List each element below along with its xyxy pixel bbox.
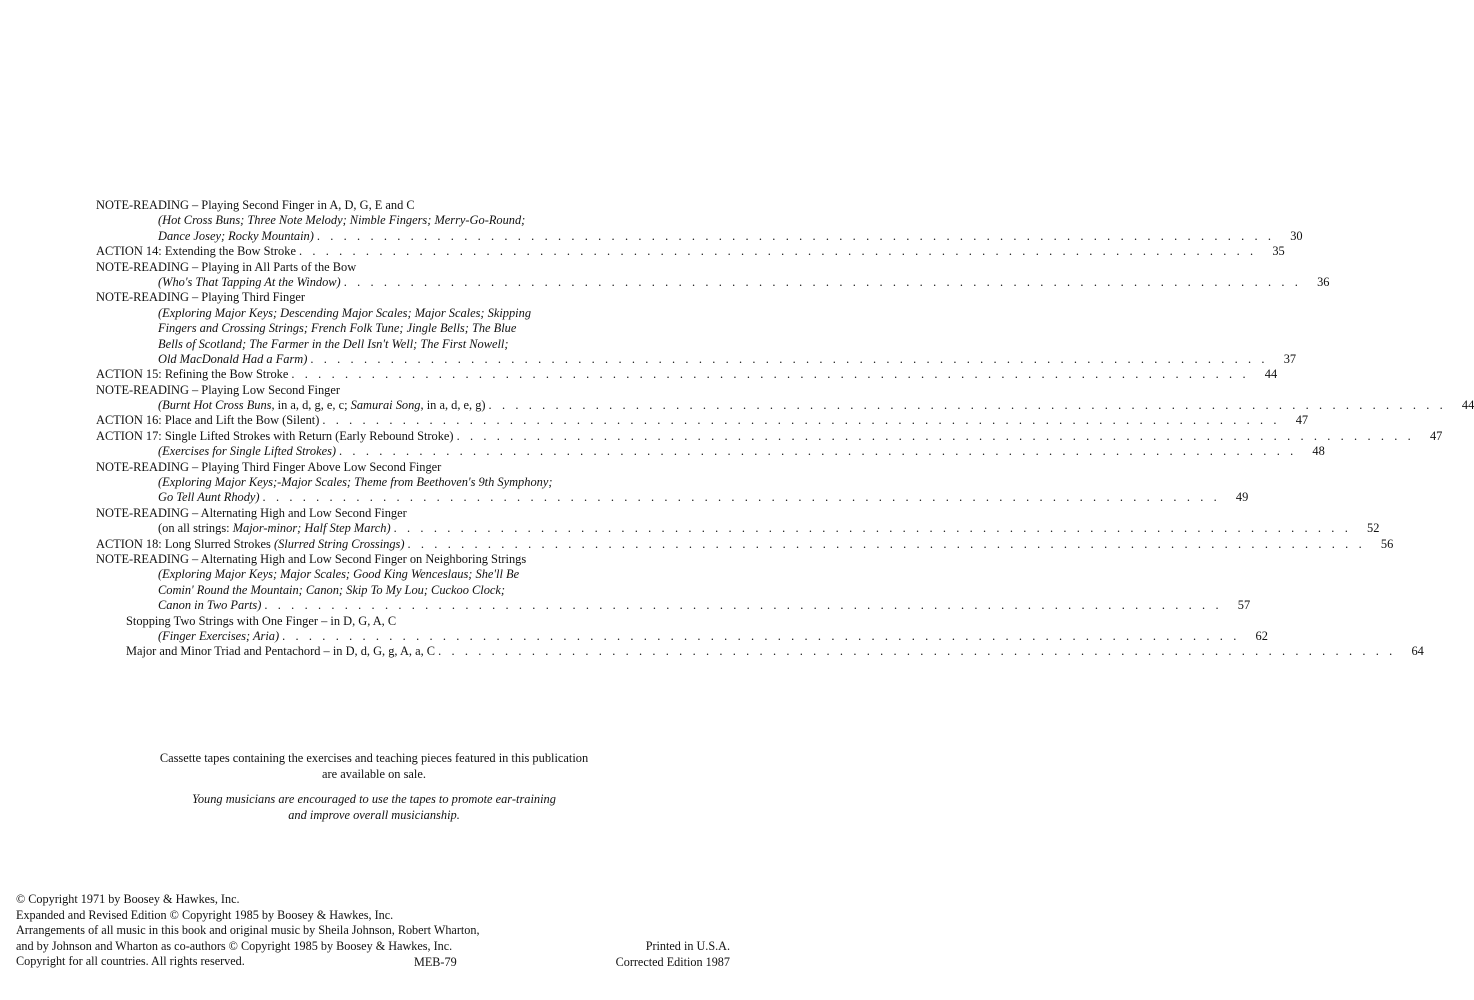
page-number: 30	[1290, 228, 1303, 243]
toc-entry	[96, 367, 1278, 382]
page-number: 56	[1380, 536, 1394, 551]
toc-entry	[96, 475, 658, 490]
toc-entry-text: Canon in Two Parts)	[158, 598, 262, 613]
copyright-line: Arrangements of all music in this book and original music by Sheila Johnson, Robert Wharton,	[16, 923, 480, 938]
toc-entry	[96, 536, 1394, 552]
ear-training-notice-line: and improve overall musicianship.	[288, 808, 460, 822]
toc-entry-text: NOTE-READING – Playing Third Finger	[96, 290, 306, 305]
toc-entry	[96, 351, 1297, 367]
toc-entry-text: (Exploring Major Keys; Major Scales; Good King Wenceslaus; She'll Be	[158, 567, 520, 582]
toc-entry-text-part: (Slurred String Crossings)	[273, 536, 405, 551]
toc-entry-text: NOTE-READING – Alternating High and Low Second Finger	[96, 505, 407, 520]
toc-entry	[96, 490, 1249, 505]
toc-entry-text: (Hot Cross Buns; Three Note Melody; Nimble Fingers; Merry-Go-Round;	[158, 213, 526, 228]
toc-entry-text: (Finger Exercises; Aria)	[158, 628, 280, 643]
toc-entry	[96, 521, 1380, 536]
page-number: 44	[1264, 367, 1278, 382]
printing-info	[616, 939, 730, 970]
toc-entry-text: Stopping Two Strings with One Finger – in D, G, A, C	[126, 613, 397, 628]
toc-entry	[96, 583, 658, 598]
page-number: 49	[1235, 490, 1249, 505]
page-number: 36	[1317, 274, 1330, 289]
toc-entry-text: NOTE-READING – Playing Second Finger in A, D, G, E and C	[96, 198, 415, 212]
toc-entry-text: (Exercises for Single Lifted Strokes)	[158, 444, 337, 459]
page-number: 48	[1312, 444, 1325, 459]
dot-leader: . . . . . . . . . . . . . . . . . . . . . . . . . . . . . . . . . . . . . . . . . . . . . . . . . . . . . . . . . . . . . . . . . . . . . . . .	[310, 351, 1269, 366]
toc-entry	[96, 306, 658, 321]
dot-leader: . . . . . . . . . . . . . . . . . . . . . . . . . . . . . . . . . . . . . . . . . . . . . . . . . . . . . . . . . . . . . . . . . . . . . . . .	[407, 536, 1366, 551]
toc-entry-text: Comin' Round the Mountain; Canon; Skip To My Lou; Cuckoo Clock;	[158, 582, 506, 597]
toc-entry-text: ACTION 14: Extending the Bow Stroke	[96, 244, 296, 259]
toc-entry-text: Go Tell Aunt Rhody)	[158, 490, 260, 505]
toc-entry	[96, 413, 1309, 428]
page-number: 47	[1429, 428, 1443, 443]
page-number: 52	[1367, 521, 1380, 536]
toc-entry-text	[96, 537, 405, 552]
toc-entry-text-part: (Burnt Hot Cross Buns,	[158, 398, 275, 413]
toc-entry-text: NOTE-READING – Playing Low Second Finger	[96, 382, 340, 397]
toc-entry	[96, 598, 1251, 613]
toc-entry	[96, 614, 658, 629]
toc-entry	[96, 428, 1443, 444]
ear-training-notice	[100, 791, 648, 823]
toc-entry-text-part: Major-minor; Half Step March)	[232, 521, 391, 536]
copyright-line: © Copyright 1971 by Boosey & Hawkes, Inc.	[16, 892, 240, 906]
dot-leader: . . . . . . . . . . . . . . . . . . . . . . . . . . . . . . . . . . . . . . . . . . . . . . . . . . . . . . . . . . . . . . . . . . . . . . . .	[393, 521, 1352, 536]
dot-leader: . . . . . . . . . . . . . . . . . . . . . . . . . . . . . . . . . . . . . . . . . . . . . . . . . . . . . . . . . . . . . . . . . . . . . . . .	[282, 628, 1240, 643]
toc-entry	[96, 460, 658, 475]
cassette-notice	[100, 750, 648, 782]
toc-entry	[96, 321, 658, 336]
catalog-code: MEB-79	[414, 955, 457, 969]
toc-entry	[96, 628, 1268, 644]
page-number: 47	[1295, 413, 1309, 428]
copyright-block	[16, 892, 480, 970]
page-number: 62	[1255, 628, 1268, 643]
dot-leader: . . . . . . . . . . . . . . . . . . . . . . . . . . . . . . . . . . . . . . . . . . . . . . . . . . . . . . . . . . . . . . . . . . . . . . . .	[262, 490, 1221, 505]
toc-entry-text: (Who's That Tapping At the Window)	[158, 274, 341, 289]
toc-entry-text: ACTION 15: Refining the Bow Stroke	[96, 367, 289, 382]
toc-entry-text-part: ACTION 18: Long Slurred Strokes	[96, 536, 274, 551]
dot-leader: . . . . . . . . . . . . . . . . . . . . . . . . . . . . . . . . . . . . . . . . . . . . . . . . . . . . . . . . . . . . . . . . . . . . . . . .	[264, 598, 1223, 613]
edition-label: Corrected Edition 1987	[615, 954, 730, 969]
toc-entry-text-part: Samurai Song,	[350, 398, 424, 413]
toc-entry	[96, 213, 658, 228]
toc-entry	[96, 228, 1303, 244]
dot-leader: . . . . . . . . . . . . . . . . . . . . . . . . . . . . . . . . . . . . . . . . . . . . . . . . . . . . . . . . . . . . . . . . . . . . . . . .	[298, 244, 1257, 259]
dot-leader: . . . . . . . . . . . . . . . . . . . . . . . . . . . . . . . . . . . . . . . . . . . . . . . . . . . . . . . . . . . . . . . . . . . . . . . .	[322, 413, 1281, 428]
toc-entry-text	[158, 398, 486, 413]
dot-leader: . . . . . . . . . . . . . . . . . . . . . . . . . . . . . . . . . . . . . . . . . . . . . . . . . . . . . . . . . . . . . . . . . . . . . . . .	[488, 398, 1447, 413]
toc-entry-text: (Exploring Major Keys; Descending Major Scales; Major Scales; Skipping	[158, 305, 532, 320]
toc-entry	[96, 260, 658, 275]
cassette-notice-line: are available on sale.	[322, 767, 426, 781]
dot-leader: . . . . . . . . . . . . . . . . . . . . . . . . . . . . . . . . . . . . . . . . . . . . . . . . . . . . . . . . . . . . . . . . . . . . . . . .	[316, 228, 1275, 243]
toc-entry-text: (Exploring Major Keys;-Major Scales; Theme from Beethoven's 9th Symphony;	[158, 475, 553, 490]
toc-entry	[96, 398, 1474, 413]
dot-leader: . . . . . . . . . . . . . . . . . . . . . . . . . . . . . . . . . . . . . . . . . . . . . . . . . . . . . . . . . . . . . . . . . . . . . . . .	[291, 367, 1250, 382]
toc-entry	[96, 290, 658, 305]
dot-leader: . . . . . . . . . . . . . . . . . . . . . . . . . . . . . . . . . . . . . . . . . . . . . . . . . . . . . . . . . . . . . . . . . . . . . . . .	[339, 444, 1297, 459]
page-number: 44	[1461, 398, 1474, 413]
printed-in-label: Printed in U.S.A.	[645, 939, 730, 953]
page-number: 57	[1237, 598, 1251, 613]
toc-entry-text: Dance Josey; Rocky Mountain)	[158, 228, 314, 243]
toc-entry-text: Bells of Scotland; The Farmer in the Dell Isn't Well; The First Nowell;	[158, 336, 509, 351]
copyright-line: Copyright for all countries. All rights reserved.	[16, 954, 245, 969]
toc-entry-text-part: in a, d, e, g)	[423, 398, 486, 413]
toc-entry-text	[158, 521, 391, 536]
cassette-notice-line: Cassette tapes containing the exercises and teaching pieces featured in this publication	[159, 751, 589, 765]
toc-entry	[96, 567, 658, 582]
toc-entry	[96, 337, 658, 352]
copyright-line: and by Johnson and Wharton as co-authors © Copyright 1985 by Boosey & Hawkes, Inc.	[16, 938, 453, 953]
toc-entry-text: Fingers and Crossing Strings; French Folk Tune; Jingle Bells; The Blue	[158, 321, 517, 336]
dot-leader: . . . . . . . . . . . . . . . . . . . . . . . . . . . . . . . . . . . . . . . . . . . . . . . . . . . . . . . . . . . . . . . . . . . . . . . .	[343, 274, 1302, 289]
toc-entry-text: NOTE-READING – Alternating High and Low Second Finger on Neighboring Strings	[96, 551, 527, 566]
toc-entry-text: ACTION 16: Place and Lift the Bow (Silent)	[96, 413, 320, 428]
dot-leader: . . . . . . . . . . . . . . . . . . . . . . . . . . . . . . . . . . . . . . . . . . . . . . . . . . . . . . . . . . . . . . . . . . . . . . . .	[438, 644, 1396, 659]
toc-entry-text: Major and Minor Triad and Pentachord – in D, d, G, g, A, a, C	[126, 644, 436, 659]
toc-entry	[96, 274, 1330, 290]
toc-entry-text-part: (on all strings:	[158, 521, 233, 536]
toc-entry	[96, 644, 1424, 659]
toc-entry	[96, 244, 1285, 259]
toc-entry-text: NOTE-READING – Playing in All Parts of the Bow	[96, 259, 357, 274]
toc-entry	[96, 198, 658, 213]
dot-leader: . . . . . . . . . . . . . . . . . . . . . . . . . . . . . . . . . . . . . . . . . . . . . . . . . . . . . . . . . . . . . . . . . . . . . . . .	[456, 428, 1415, 443]
table-of-contents	[96, 198, 1474, 660]
toc-entry-text-part: in a, d, g, e, c;	[274, 398, 351, 413]
toc-entry	[96, 444, 1325, 459]
toc-entry-text: ACTION 17: Single Lifted Strokes with Return (Early Rebound Stroke)	[96, 428, 454, 443]
toc-entry-text: Old MacDonald Had a Farm)	[158, 351, 308, 366]
page-number: 35	[1272, 244, 1285, 259]
toc-entry-text: NOTE-READING – Playing Third Finger Above Low Second Finger	[96, 459, 442, 474]
toc-entry	[96, 552, 658, 567]
toc-entry	[96, 383, 658, 398]
ear-training-notice-line: Young musicians are encouraged to use the tapes to promote ear-training	[192, 792, 556, 806]
copyright-line: Expanded and Revised Edition © Copyright 1985 by Boosey & Hawkes, Inc.	[16, 907, 394, 922]
toc-entry	[96, 506, 658, 521]
page-number: 64	[1411, 644, 1424, 659]
page-number: 37	[1283, 351, 1297, 366]
